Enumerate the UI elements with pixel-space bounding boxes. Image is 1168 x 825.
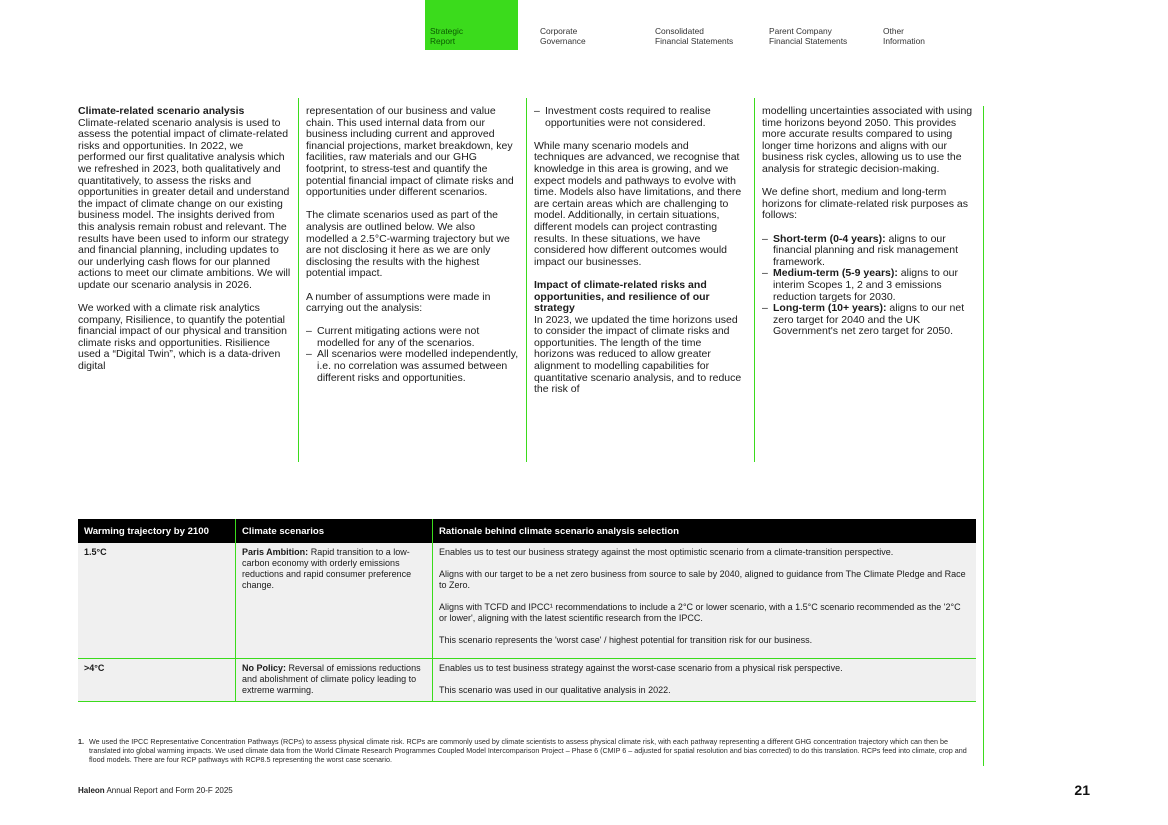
table-header-row [78, 519, 976, 543]
nav-tab-line2: Information [883, 36, 925, 46]
rationale-paragraph: Aligns with TCFD and IPCC¹ recommendations to include a 2°C or lower scenario, with a 1.5°C scenario recommended as the '2°C or lower', aligning with the latest scientific research from the IPCC. [439, 602, 961, 623]
paragraph: While many scenario models and techniques are advanced, we recognise that knowledge in this area is growing, and we expect models and pathways to evolve with time. Models also have limitations, and there are certain areas which are challenging to model. Additionally, in certain situations, different models can project contrasting results. In these situations, we have considered how different outcomes would impact our businesses. [534, 139, 742, 268]
list-item-medium-term [762, 268, 978, 303]
paragraph: representation of our business and value chain. This used internal data from our business including current and approved financial projections, market breakdown, key facilities, raw materials and our GHG footprint, to stress-test and quantify the potential financial impact of climate risks and opportunities under different scenarios. [306, 105, 514, 199]
rationale-paragraph: Enables us to test business strategy against the worst-case scenario from a physical risk perspective. [439, 663, 843, 673]
text-column-2 [306, 106, 519, 384]
climate-scenario-cell [236, 543, 433, 658]
nav-tab-corporate-governance[interactable] [536, 0, 628, 50]
nav-tab-line2: Financial Statements [655, 36, 734, 46]
text-column-3 [534, 106, 742, 396]
term-label: Short-term (0-4 years): [773, 232, 886, 245]
list-item: – Investment costs required to realise opportunities were not considered. [534, 106, 742, 129]
paragraph: Climate-related scenario analysis is used to assess the potential impact of climate-related risks and opportunities. In 2022, we performed our first qualitative analysis which we refreshed in 2023, both qualitatively and quantitatively, to assess the risks and opportunities in greater detail and understand the impact of climate change on our existing business model. The insights derived from this analysis remain robust and relevant. The results have been used to inform our strategy and financial planning, including updates to our underlying cash flows for our planned actions to meet our climate ambitions. We will update our scenario analysis in 2026. [78, 116, 291, 291]
text-column-1 [78, 106, 291, 373]
rationale-cell [433, 543, 976, 658]
paragraph: We worked with a climate risk analytics company, Risilience, to quantify the potential financial impact of our physical and transition climate risks and opportunities. Risilience used a “Digital Twin”, which is a data-driven digital [78, 302, 287, 373]
list-item-short-term [762, 234, 978, 269]
nav-tab-line2: Report [430, 36, 456, 46]
term-label: Long-term (10+ years): [773, 302, 887, 315]
nav-tab-line1: Strategic [430, 26, 464, 36]
nav-tab-consolidated-financial-statements[interactable] [651, 0, 743, 50]
brand-name: Haleon [78, 786, 105, 795]
nav-tab-other-information[interactable] [879, 0, 971, 50]
paragraph: A number of assumptions were made in carrying out the analysis: [306, 290, 491, 315]
paragraph: We define short, medium and long-term horizons for climate-related risk purposes as follows: [762, 186, 969, 222]
scenario-description: Rapid transition to a low-carbon economy with orderly emissions reductions and rapid consumer preference change. [242, 547, 412, 590]
nav-tab-strategic-report[interactable] [425, 0, 518, 50]
scenario-name: No Policy: [242, 663, 287, 673]
nav-tab-line1: Other [883, 26, 904, 36]
column-header: Climate scenarios [236, 519, 433, 543]
column-divider [754, 98, 755, 462]
footnote-text: We used the IPCC Representative Concentration Pathways (RCPs) to assess physical climate risk. RCPs are commonly used by climate scientists to assess physical climate risk, with each pathway representing a different GHG concentration trajectory which can then be translated into global warming impacts. We used climate data from the World Climate Research Programmes Coupled Model Intercomparison Project – Phase 6 (CMIP 6 – adjusted for spatial resolution and bias corrected) to do this translation. RCPs feed into climate, crop and flood models. There are four RCP pathways with RCP8.5 representing the worst case scenario. [89, 737, 967, 764]
column-divider [526, 98, 527, 462]
term-description: aligns to our interim Scopes 1, 2 and 3 emissions reduction targets for 2030. [773, 267, 958, 303]
list-item: – All scenarios were modelled independently, i.e. no correlation was assumed between different risks and opportunities. [306, 349, 519, 384]
nav-tab-parent-company-financial-statements[interactable] [765, 0, 857, 50]
table-row [78, 659, 976, 702]
text-column-4 [762, 106, 978, 338]
nav-tab-line1: Parent Company [769, 26, 832, 36]
time-horizons-list [762, 234, 978, 338]
assumptions-list [306, 326, 519, 384]
nav-tab-line1: Consolidated [655, 26, 704, 36]
assumptions-list-continued [534, 106, 742, 129]
section-heading: Climate-related scenario analysis [78, 105, 245, 117]
scenario-description: Reversal of emissions reductions and abolishment of climate policy leading to extreme warming. [242, 663, 421, 695]
report-title: Annual Report and Form 20-F 2025 [106, 786, 233, 795]
term-label: Medium-term (5-9 years): [773, 267, 898, 280]
footer-report-title [78, 786, 233, 795]
climate-scenario-cell [236, 659, 433, 701]
column-divider [298, 98, 299, 462]
page-number: 21 [1074, 782, 1090, 798]
paragraph: modelling uncertainties associated with using time horizons beyond 2050. This provides more accurate results compared to using longer time horizons and aligns with our business risk cycles, allowing us to use the analysis for strategic decision-making. [762, 105, 973, 175]
nav-tab-line2: Governance [540, 36, 586, 46]
section-heading: Impact of climate-related risks and opportunities, and resilience of our strategy [534, 278, 710, 315]
paragraph: In 2023, we updated the time horizons used to consider the impact of climate risks and opportunities. The length of the time horizons was reduced to allow greater alignment to modelling capabilities for quantitative scenario analysis, and to reduce the risk of [534, 313, 742, 396]
list-item: – Current mitigating actions were not modelled for any of the scenarios. [306, 326, 519, 349]
column-header: Rationale behind climate scenario analysis selection [439, 526, 679, 537]
nav-tab-line2: Financial Statements [769, 36, 848, 46]
rationale-paragraph: This scenario represents the 'worst case' / highest potential for transition risk for our business. [439, 635, 813, 645]
term-description: aligns to our net zero target for 2040 and the UK Government's net zero target for 2050. [773, 302, 965, 338]
rationale-cell [433, 659, 976, 701]
right-margin-rule [983, 106, 984, 766]
climate-scenarios-table [78, 519, 976, 702]
paragraph: The climate scenarios used as part of the analysis are outlined below. We also modelled a 2.5°C-warming trajectory but we are not disclosing it here as we are only disclosing the results with the highest potential impact. [306, 209, 510, 280]
table-row [78, 543, 976, 659]
list-item-long-term [762, 303, 978, 338]
section-nav [0, 0, 1168, 50]
footnote [78, 737, 978, 764]
warming-trajectory-cell: >4°C [78, 659, 236, 701]
term-description: aligns to our financial planning and risk management framework. [773, 232, 959, 268]
warming-trajectory-cell: 1.5°C [78, 543, 236, 658]
scenario-name: Paris Ambition: [242, 547, 309, 557]
nav-tab-line1: Corporate [540, 26, 578, 36]
rationale-paragraph: Aligns with our target to be a net zero business from source to sale by 2040, aligned to guidance from The Climate Pledge and Race to Zero. [439, 569, 966, 590]
footnote-number: 1. [78, 737, 84, 746]
rationale-paragraph: This scenario was used in our qualitative analysis in 2022. [439, 685, 671, 695]
column-header: Warming trajectory by 2100 [78, 519, 236, 543]
rationale-paragraph: Enables us to test our business strategy against the most optimistic scenario from a climate-transition perspective. [439, 547, 894, 557]
